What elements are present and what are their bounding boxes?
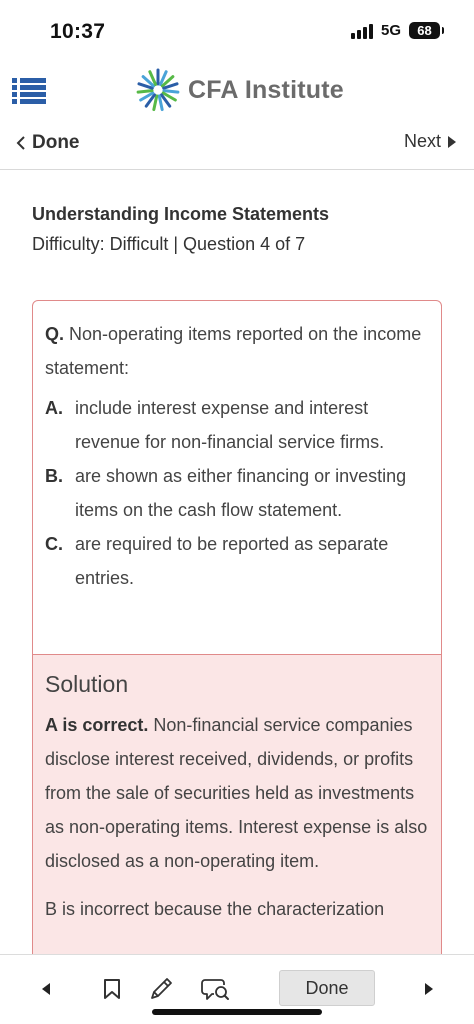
comment-search-icon xyxy=(201,976,231,1002)
previous-button[interactable] xyxy=(36,973,56,1005)
triangle-right-icon xyxy=(447,136,456,148)
solution-correct-label: A is correct. xyxy=(45,715,149,735)
battery-level: 68 xyxy=(417,23,432,38)
answer-letter: A. xyxy=(45,398,63,418)
solution-heading: Solution xyxy=(45,671,129,697)
answer-letter: C. xyxy=(45,534,63,554)
answer-letter: B. xyxy=(45,466,63,486)
answer-option-b[interactable] xyxy=(45,459,429,527)
question-card xyxy=(32,300,442,1020)
done-button[interactable]: Done xyxy=(279,970,375,1006)
highlight-button[interactable] xyxy=(146,973,176,1005)
back-button-label: Done xyxy=(32,132,80,153)
bottom-toolbar xyxy=(0,954,474,1024)
logo-text: CFA Institute xyxy=(188,75,344,104)
question-prefix: Q. xyxy=(45,324,65,344)
question-body: Non-operating items reported on the income statement: xyxy=(45,324,422,378)
signal-icon xyxy=(351,23,373,39)
answer-option-c[interactable] xyxy=(45,527,429,595)
logo xyxy=(136,68,344,112)
triangle-right-icon xyxy=(424,983,433,995)
next-question-button[interactable] xyxy=(418,973,438,1005)
home-indicator xyxy=(152,1009,322,1015)
next-button[interactable] xyxy=(404,131,456,152)
cfa-logo-icon xyxy=(136,68,180,112)
next-button-label: Next xyxy=(403,131,441,151)
answer-text: include interest expense and interest revenue for non-financial service firms. xyxy=(75,398,385,452)
answer-option-a[interactable] xyxy=(45,391,429,459)
question-text xyxy=(33,301,441,385)
status-indicators xyxy=(351,22,440,39)
status-time: 10:37 xyxy=(50,20,106,43)
answer-text: are shown as either financing or investing items on the cash flow statement. xyxy=(75,466,407,520)
battery-icon xyxy=(409,22,440,39)
solution-text xyxy=(45,708,429,878)
back-button[interactable] xyxy=(16,132,80,154)
app-header xyxy=(0,58,474,118)
pencil-icon xyxy=(148,976,174,1002)
chevron-left-icon xyxy=(16,135,26,151)
answer-list xyxy=(33,385,441,595)
page-title: Understanding Income Statements xyxy=(32,204,330,224)
question-info xyxy=(32,204,442,255)
bookmark-icon xyxy=(103,978,121,1000)
bookmark-button[interactable] xyxy=(100,973,124,1005)
solution-more-text: B is incorrect because the characterization xyxy=(45,899,385,919)
question-subtitle: Difficulty: Difficult | Question 4 of 7 xyxy=(32,234,306,254)
triangle-left-icon xyxy=(42,983,51,995)
status-bar xyxy=(0,0,474,58)
menu-icon[interactable] xyxy=(12,78,46,104)
solution-correct-text: Non-financial service companies disclose interest received, dividends, or profits from the sale of securities held as investments as non-operating items. Interest expense is also disclosed as a non-operating item. xyxy=(45,715,428,871)
network-type: 5G xyxy=(380,22,401,39)
comment-search-button[interactable] xyxy=(199,973,233,1005)
nav-row xyxy=(0,118,474,170)
answer-text: are required to be reported as separate entries. xyxy=(75,534,389,588)
